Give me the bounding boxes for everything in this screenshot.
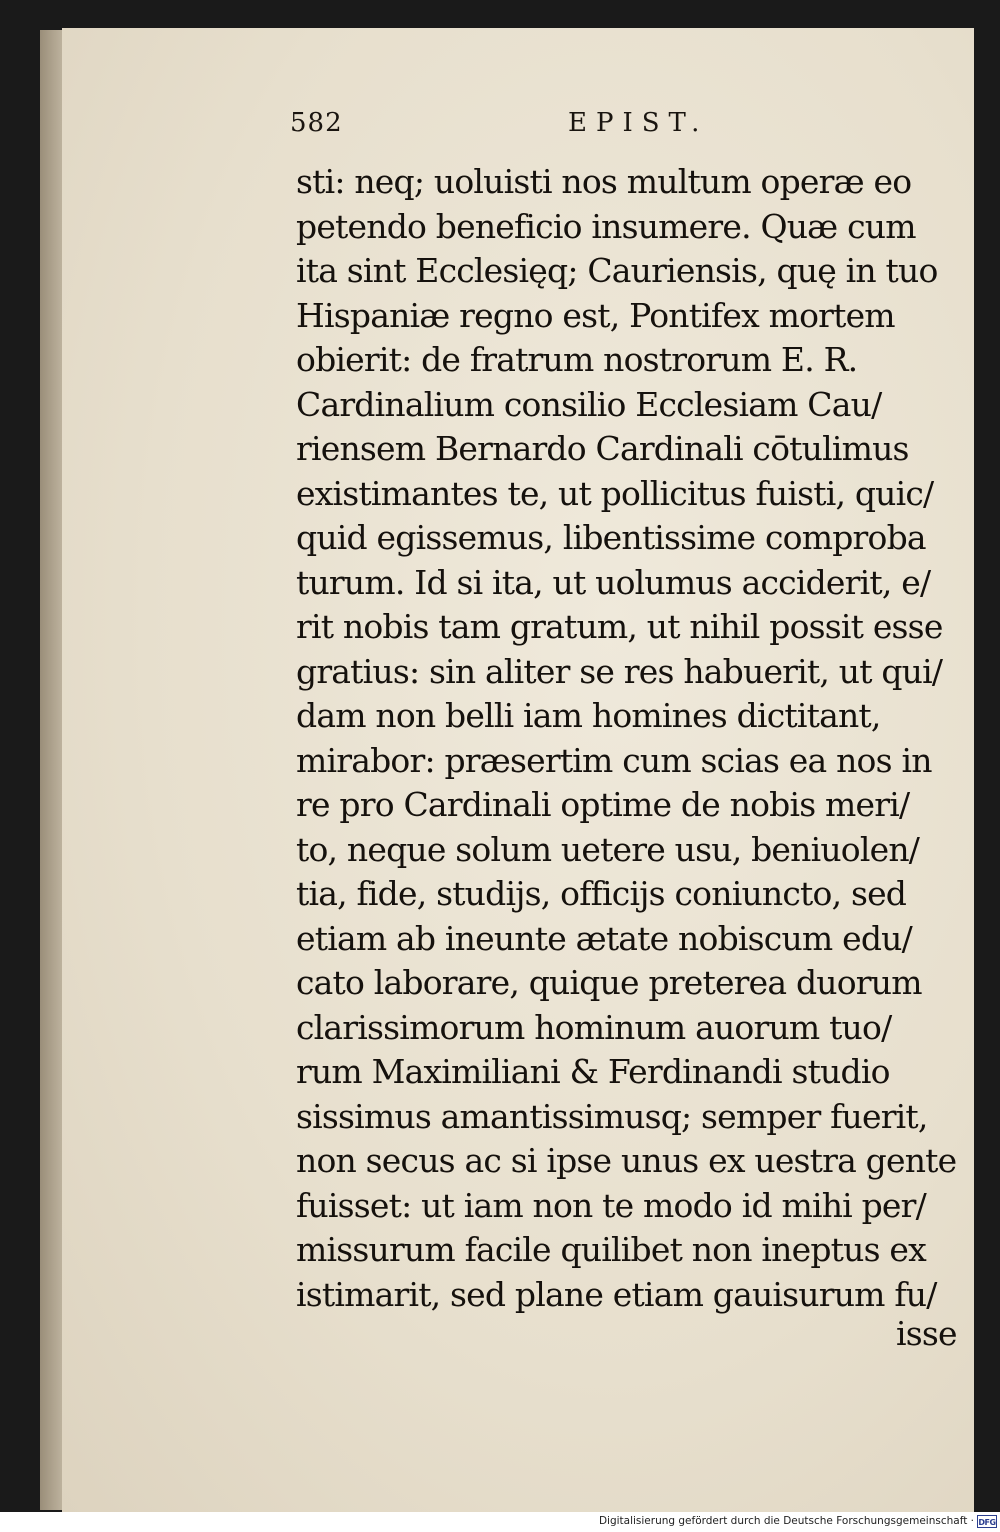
text-line: re pro Cardinali optime de nobis meri/	[296, 785, 910, 824]
text-line: dam non belli iam homines dictitant,	[296, 696, 881, 735]
text-line: cato laborare, quique preterea duorum	[296, 963, 922, 1002]
footer-bar	[0, 1512, 1000, 1532]
text-line: non secus ac si ipse unus ex uestra gente	[296, 1141, 957, 1180]
text-line: rum Maximiliani & Ferdinandi studio	[296, 1052, 890, 1091]
text-line: sti: neq; uoluisti nos multum operæ eo	[296, 162, 912, 201]
text-line: obierit: de fratrum nostrorum E. R.	[296, 340, 858, 379]
page-number: 582	[290, 108, 343, 138]
text-line: sissimus amantissimusq; semper fuerit,	[296, 1096, 928, 1136]
text-line: quid egissemus, libentissime comproba	[296, 518, 926, 557]
text-line: rit nobis tam gratum, ut nihil possit esse	[296, 607, 943, 646]
funding-credit: Digitalisierung gefördert durch die Deutsche Forschungsgemeinschaft ·	[598, 1515, 974, 1527]
text-line: istimarit, sed plane etiam gauisurum fu/	[296, 1274, 937, 1314]
text-line: missurum facile quilibet non ineptus ex	[296, 1230, 926, 1269]
text-line: riensem Bernardo Cardinali cōtulimus	[296, 429, 909, 468]
dfg-logo-icon: DFG	[977, 1515, 997, 1528]
text-line: Cardinalium consilio Ecclesiam Cau/	[296, 384, 882, 424]
text-line: existimantes te, ut pollicitus fuisti, quic/	[296, 473, 934, 513]
catchword: isse	[896, 1314, 957, 1353]
text-line: ita sint Ecclesięq; Cauriensis, quę in tuo	[296, 251, 938, 290]
text-line: petendo beneficio insumere. Quæ cum	[296, 206, 916, 246]
running-head: EPIST.	[568, 108, 709, 138]
text-line: mirabor: præsertim cum scias ea nos in	[296, 740, 932, 780]
body-text	[296, 160, 958, 1317]
text-line: Hispaniæ regno est, Pontifex mortem	[296, 295, 895, 335]
text-line: gratius: sin aliter se res habuerit, ut qui/	[296, 651, 943, 691]
text-line: etiam ab ineunte ætate nobiscum edu/	[296, 918, 912, 958]
text-line: turum. Id si ita, ut uolumus acciderit, e/	[296, 562, 931, 602]
text-line: clarissimorum hominum auorum tuo/	[296, 1007, 892, 1047]
text-line: tia, fide, studijs, officijs coniuncto, sed	[296, 874, 907, 913]
text-line: to, neque solum uetere usu, beniuolen/	[296, 829, 920, 869]
page-header	[290, 108, 950, 148]
text-line: fuisset: ut iam non te modo id mihi per/	[296, 1185, 926, 1225]
